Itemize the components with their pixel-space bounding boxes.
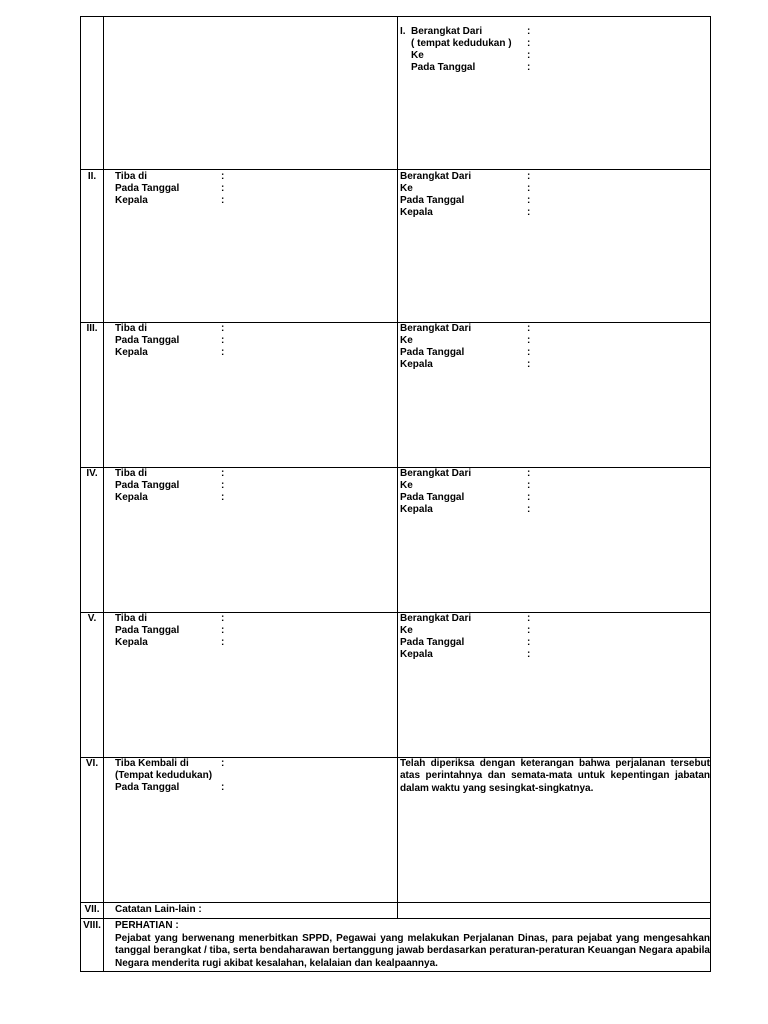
attention-title: PERHATIAN :	[115, 920, 179, 931]
field-label: Ke	[411, 50, 424, 61]
field-label: Tiba di	[115, 468, 148, 479]
field-label: Kepala	[400, 649, 433, 660]
row-number: III.	[86, 323, 98, 334]
field-colon: :	[527, 323, 531, 334]
field-colon: :	[527, 468, 531, 479]
row-number: VIII.	[83, 920, 101, 931]
field-label: Ke	[400, 625, 413, 636]
field-colon: :	[527, 613, 531, 624]
verification-statement: Telah diperiksa dengan keterangan bahwa perjalanan tersebut atas perintahnya dan semata-mata untuk kepentingan jabatan dalam waktu yang sesingkat-singkatnya.	[400, 758, 710, 794]
field-colon: :	[527, 26, 531, 37]
attention-text: Pejabat yang berwenang menerbitkan SPPD, Pegawai yang melakukan Perjalanan Dinas, para pejabat yang mengesahkan tanggal berangkat / tiba, serta bendaharawan bertanggung jawab berdasarkan peraturan-peraturan Keuangan Negara apabila Negara menderita rugi akibat kesalahan, kelalaian dan kealpaannya.	[115, 933, 710, 969]
field-label: Pada Tanggal	[400, 347, 465, 358]
field-label: Pada Tanggal	[115, 625, 180, 636]
field-colon: :	[221, 480, 225, 491]
field-label: (Tempat kedudukan)	[115, 770, 213, 781]
field-colon: :	[221, 782, 225, 793]
field-colon: :	[527, 492, 531, 503]
field-label: Ke	[400, 480, 413, 491]
field-colon: :	[527, 359, 531, 370]
field-label: Kepala	[115, 492, 148, 503]
row-number: I.	[400, 26, 406, 37]
field-label: Pada Tanggal	[400, 492, 465, 503]
field-colon: :	[221, 613, 225, 624]
field-colon: :	[527, 480, 531, 491]
notes-label: Catatan Lain-lain :	[115, 904, 202, 915]
field-label: Pada Tanggal	[115, 335, 180, 346]
field-label: Berangkat Dari	[400, 613, 472, 624]
field-label: Berangkat Dari	[400, 171, 472, 182]
number-column-divider	[103, 17, 104, 971]
field-label: Kepala	[400, 207, 433, 218]
field-label: Pada Tanggal	[400, 637, 465, 648]
field-colon: :	[221, 758, 225, 769]
field-colon: :	[221, 468, 225, 479]
field-label: Pada Tanggal	[411, 62, 476, 73]
field-colon: :	[527, 347, 531, 358]
field-label: Kepala	[115, 195, 148, 206]
field-colon: :	[221, 171, 225, 182]
row-divider	[81, 918, 710, 919]
field-label: Berangkat Dari	[400, 323, 472, 334]
row-number: II.	[87, 171, 97, 182]
field-colon: :	[527, 50, 531, 61]
row-number: VII.	[84, 904, 100, 915]
field-label: Ke	[400, 183, 413, 194]
field-colon: :	[527, 649, 531, 660]
field-colon: :	[221, 195, 225, 206]
field-label: Pada Tanggal	[115, 782, 180, 793]
field-colon: :	[527, 195, 531, 206]
field-label: Kepala	[400, 504, 433, 515]
row-divider	[81, 322, 710, 323]
row-divider	[81, 169, 710, 170]
field-colon: :	[527, 637, 531, 648]
row-number: IV.	[86, 468, 98, 479]
field-colon: :	[221, 335, 225, 346]
field-colon: :	[221, 637, 225, 648]
field-label: Pada Tanggal	[115, 183, 180, 194]
field-label: Berangkat Dari	[400, 468, 472, 479]
field-label: Kepala	[115, 347, 148, 358]
field-label: Tiba di	[115, 171, 148, 182]
field-label: Tiba di	[115, 323, 148, 334]
field-label: ( tempat kedudukan )	[411, 38, 512, 49]
field-colon: :	[527, 625, 531, 636]
field-colon: :	[221, 183, 225, 194]
row-divider	[81, 612, 710, 613]
row-number: V.	[87, 613, 97, 624]
field-label: Tiba Kembali di	[115, 758, 189, 769]
field-label: Ke	[400, 335, 413, 346]
row-number: VI.	[85, 758, 99, 769]
field-colon: :	[221, 625, 225, 636]
field-colon: :	[221, 323, 225, 334]
field-colon: :	[527, 183, 531, 194]
field-colon: :	[527, 38, 531, 49]
field-colon: :	[527, 207, 531, 218]
field-colon: :	[527, 171, 531, 182]
field-label: Tiba di	[115, 613, 148, 624]
field-label: Kepala	[115, 637, 148, 648]
middle-column-divider	[397, 17, 398, 919]
row-divider	[81, 902, 710, 903]
field-colon: :	[221, 492, 225, 503]
field-colon: :	[527, 504, 531, 515]
sppd-form	[80, 16, 711, 972]
row-divider	[81, 467, 710, 468]
field-label: Pada Tanggal	[400, 195, 465, 206]
field-label: Pada Tanggal	[115, 480, 180, 491]
field-colon: :	[527, 62, 531, 73]
field-colon: :	[527, 335, 531, 346]
field-label: Kepala	[400, 359, 433, 370]
field-label: Berangkat Dari	[411, 26, 483, 37]
field-colon: :	[221, 347, 225, 358]
